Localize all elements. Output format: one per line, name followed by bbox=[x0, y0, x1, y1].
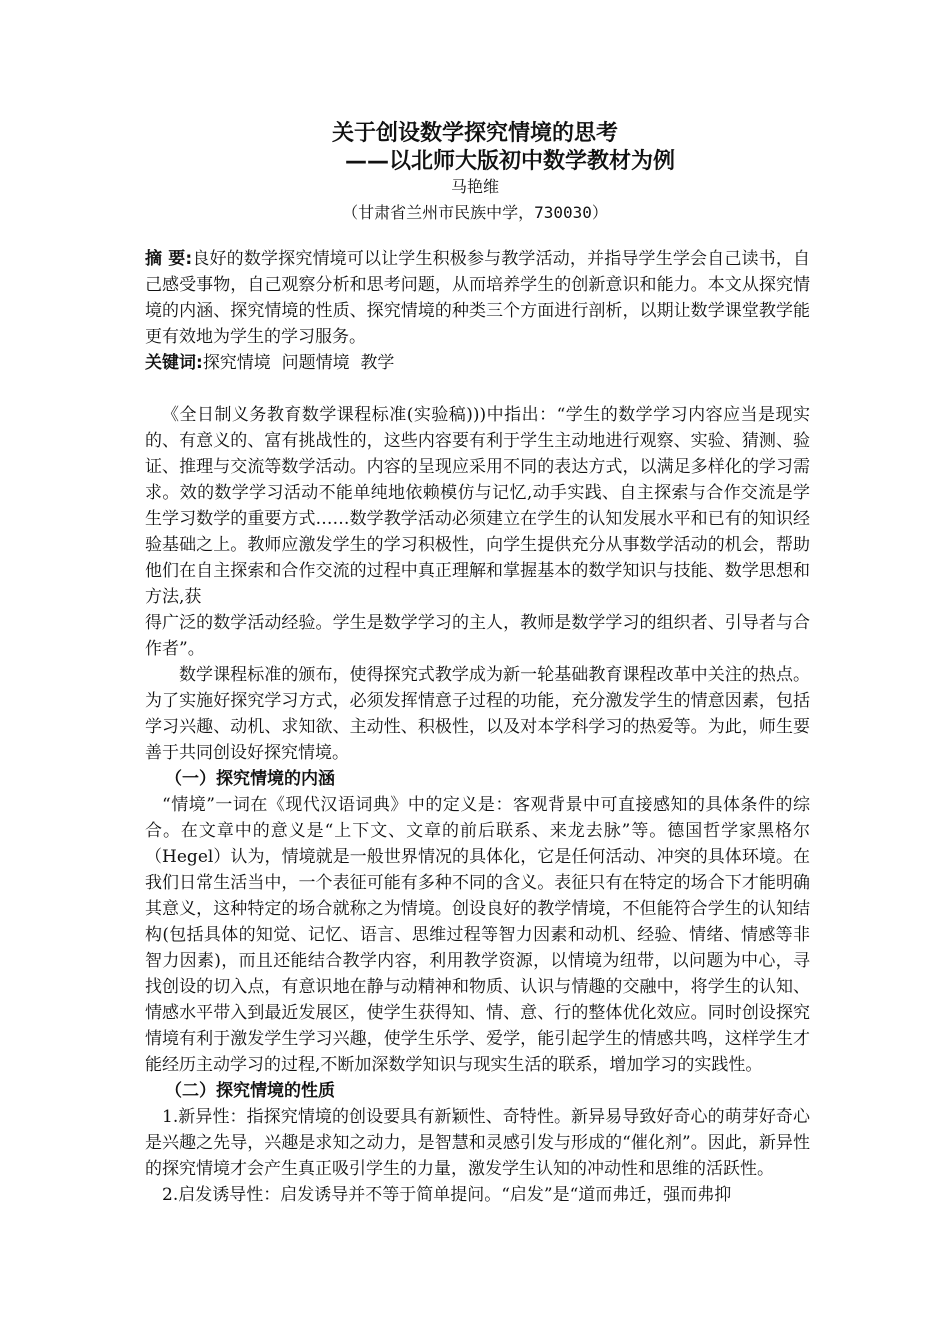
author-affiliation: （甘肃省兰州市民族中学，730030） bbox=[342, 203, 608, 222]
paragraph: 《全日制义务教育数学课程标准(实验稿)))中指出：“学生的数学学习内容应当是现实的、有意义的、富有挑战性的，这些内容要有利于学生主动地进行观察、实验、猜测、验证、推理与交流等数学活动。内容的呈现应采用不同的表达方式，以满足多样化的学习需求。效的数学学习活动不能单纯地依赖模仿与记忆,动手实践、自主探索与合作交流是学生学习数学的重要方式……数学教学活动必须建立在学生的认知发展水平和已有的知识经验基础之上。教师应激发学生的学习积极性，向学生提供充分从事数学活动的机会，帮助他们在自主探索和合作交流的过程中真正理解和掌握基本的数学知识与技能、数学思想和方法,获 bbox=[145, 405, 810, 607]
main-text bbox=[145, 402, 810, 1208]
paragraph: 2.启发诱导性：启发诱导并不等于简单提问。“启发”是“道而弗迁，强而弗抑 bbox=[162, 1185, 732, 1205]
keywords-label: 关键词: bbox=[145, 353, 203, 373]
keywords-section bbox=[145, 350, 810, 376]
paper-title: 关于创设数学探究情境的思考 bbox=[331, 121, 618, 146]
paragraph: 数学课程标准的颁布，使得探究式教学成为新一轮基础教育课程改革中关注的热点。为了实施好探究学习方式，必须发挥情意子过程的功能，充分激发学生的情意因素，包括学习兴趣、动机、求知欲、主动性、积极性，以及对本学科学习的热爱等。为此，师生要善于共同创设好探究情境。 bbox=[145, 665, 810, 763]
paragraph: “情境”一词在《现代汉语词典》中的定义是：客观背景中可直接感知的具体条件的综合。在文章中的意义是“上下文、文章的前后联系、来龙去脉”等。德国哲学家黑格尔（Hegel）认为，情境就是一般世界情况的具体化，它是任何活动、冲突的具体环境。在我们日常生活当中，一个表征可能有多种不同的含义。表征只有在特定的场合下才能明确其意义，这种特定的场合就称之为情境。创设良好的教学情境，不但能符合学生的认知结构(包括具体的知觉、记忆、语言、思维过程等智力因素和动机、经验、情绪、情感等非智力因素)，而且还能结合教学内容，利用教学资源，以情境为纽带，以问题为中心，寻找创设的切入点，有意识地在静与动精神和物质、认识与情趣的交融中，将学生的认知、情感水平带入到最近发展区，使学生获得知、情、意、行的整体优化效应。同时创设探究情境有利于激发学生学习兴趣，使学生乐学、爱学，能引起学生的情感共鸣，这样学生才能经历主动学习的过程,不断加深数学知识与现实生活的联系，增加学习的实践性。 bbox=[145, 795, 810, 1075]
author-name: 马艳维 bbox=[450, 177, 499, 196]
section-heading: （二）探究情境的性质 bbox=[165, 1081, 335, 1101]
abstract-section bbox=[145, 246, 810, 350]
abstract-label: 摘 要: bbox=[145, 249, 193, 269]
section-heading: （一）探究情境的内涵 bbox=[165, 769, 335, 789]
paragraph: 1.新异性：指探究情境的创设要具有新颖性、奇特性。新异易导致好奇心的萌芽好奇心是兴趣之先导，兴趣是求知之动力，是智慧和灵感引发与形成的“催化剂”。因此，新异性的探究情境才会产生真正吸引学生的力量，激发学生认知的冲动性和思维的活跃性。 bbox=[145, 1107, 810, 1179]
paragraph: 得广泛的数学活动经验。学生是数学学习的主人，教师是数学学习的组织者、引导者与合作者”。 bbox=[145, 613, 810, 659]
paper-subtitle: ——以北师大版初中数学教材为例 bbox=[344, 149, 675, 174]
abstract-text: 良好的数学探究情境可以让学生积极参与教学活动，并指导学生学会自己读书，自己感受事物，自己观察分析和思考问题，从而培养学生的创新意识和能力。本文从探究情境的内涵、探究情境的性质、探究情境的种类三个方面进行剖析，以期让数学课堂教学能更有效地为学生的学习服务。 bbox=[145, 249, 810, 347]
keywords-text: 探究情境 问题情境 教学 bbox=[202, 353, 395, 373]
